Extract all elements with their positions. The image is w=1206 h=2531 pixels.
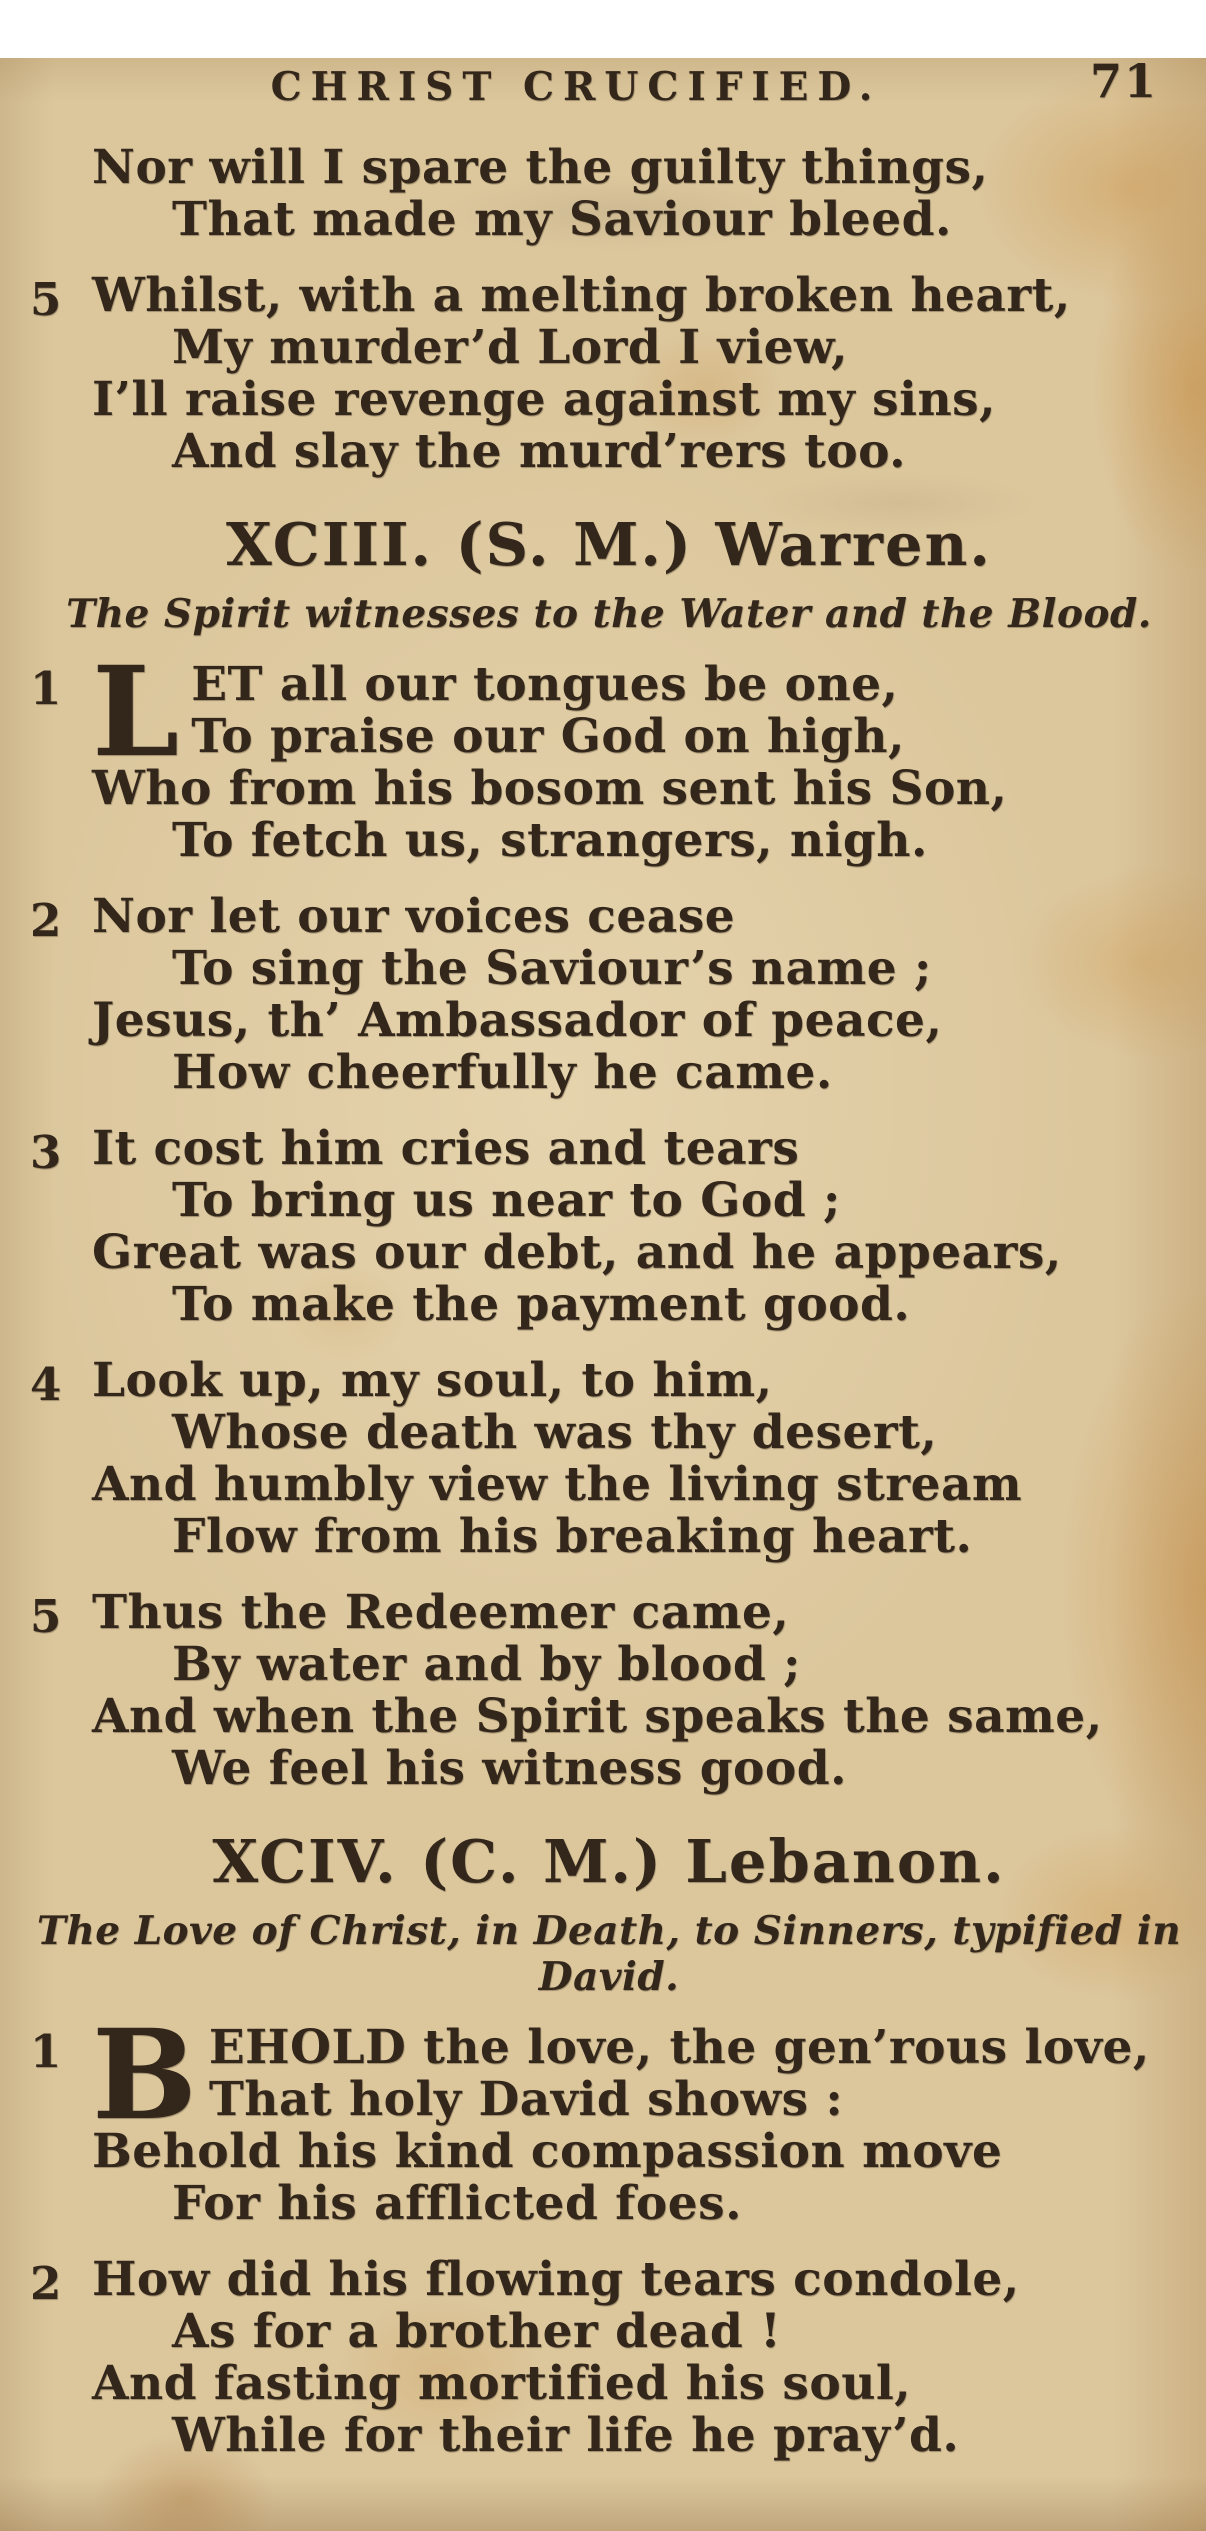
verse-line: I’ll raise revenge against my sins, <box>92 372 996 427</box>
verse-line: That made my Saviour bleed. <box>172 192 952 247</box>
hymn-heading: XCIII. (S. M.) Warren. <box>226 510 992 579</box>
verse-line: To fetch us, strangers, nigh. <box>172 813 928 868</box>
hymn-subtitle: The Spirit witnesses to the Water and the Blood. <box>66 591 1152 637</box>
stanza <box>30 1123 1188 1331</box>
verse-number: 5 <box>30 1590 62 1643</box>
running-title: CHRIST CRUCIFIED. <box>270 64 882 110</box>
verse-line: For his afflicted foes. <box>172 2176 742 2231</box>
page-number: 71 <box>1089 54 1158 108</box>
verse-line: Great was our debt, and he appears, <box>92 1225 1062 1280</box>
verse-number: 3 <box>30 1126 62 1179</box>
verse-line: To praise our God on high, <box>191 709 905 764</box>
stanza <box>30 2254 1188 2462</box>
verse-number: 1 <box>30 662 62 715</box>
stanza <box>30 142 1188 246</box>
verse-number: 2 <box>30 894 62 947</box>
hymn-subtitle: The Love of Christ, in Death, to Sinners, typified in David. <box>36 1908 1182 2000</box>
verse-number: 2 <box>30 2257 62 2310</box>
verse-line: Flow from his breaking heart. <box>172 1509 973 1564</box>
verse-line: My murder’d Lord I view, <box>172 320 848 375</box>
verse-line: Whose death was thy desert, <box>172 1405 938 1460</box>
verse-line: By water and by blood ; <box>172 1637 801 1692</box>
verse-line: And when the Spirit speaks the same, <box>92 1689 1103 1744</box>
stanza <box>30 1355 1188 1563</box>
verse-line: Who from his bosom sent his Son, <box>92 761 1008 816</box>
verse-line: How did his flowing tears condole, <box>92 2252 1020 2307</box>
verse-line: Nor will I spare the guilty things, <box>92 140 989 195</box>
page-header <box>30 54 1162 112</box>
verse-line: While for their life he pray’d. <box>172 2408 960 2463</box>
verse-number: 5 <box>30 273 62 326</box>
verse-number: 4 <box>30 1358 62 1411</box>
stanza <box>30 891 1188 1099</box>
verse-line: ET all our tongues be one, <box>191 657 899 712</box>
hymnal-page-scan <box>0 54 1206 2531</box>
stanza <box>30 640 1188 868</box>
verse-line: It cost him cries and tears <box>92 1121 800 1176</box>
stanza <box>30 1587 1188 1795</box>
verse-number: 1 <box>30 2025 62 2078</box>
verse-line: As for a brother dead ! <box>172 2304 782 2359</box>
page-body <box>30 142 1188 2462</box>
stanza <box>30 270 1188 478</box>
verse-line: And humbly view the living stream <box>92 1457 1023 1512</box>
hymn-heading: XCIV. (C. M.) Lebanon. <box>212 1827 1006 1896</box>
verse-line: We feel his witness good. <box>172 1741 847 1796</box>
verse-line: Jesus, th’ Ambassador of peace, <box>92 993 943 1048</box>
verse-line: To sing the Saviour’s name ; <box>172 941 932 996</box>
verse-line: And slay the murd’rers too. <box>172 424 907 479</box>
drop-cap-initial: L <box>92 640 180 785</box>
verse-line: Nor let our voices cease <box>92 889 736 944</box>
drop-cap-initial: B <box>92 2003 197 2148</box>
verse-line: EHOLD the love, the gen’rous love, <box>208 2020 1150 2075</box>
verse-line: Whilst, with a melting broken heart, <box>92 268 1071 323</box>
verse-line: And fasting mortified his soul, <box>92 2356 912 2411</box>
verse-line: That holy David shows : <box>208 2072 844 2127</box>
verse-line: How cheerfully he came. <box>172 1045 833 1100</box>
verse-line: To make the payment good. <box>172 1277 911 1332</box>
stanza <box>30 2003 1188 2231</box>
verse-line: Behold his kind compassion move <box>92 2124 1003 2179</box>
verse-line: Thus the Redeemer came, <box>92 1585 790 1640</box>
verse-line: Look up, my soul, to him, <box>92 1353 773 1408</box>
verse-line: To bring us near to God ; <box>172 1173 841 1228</box>
